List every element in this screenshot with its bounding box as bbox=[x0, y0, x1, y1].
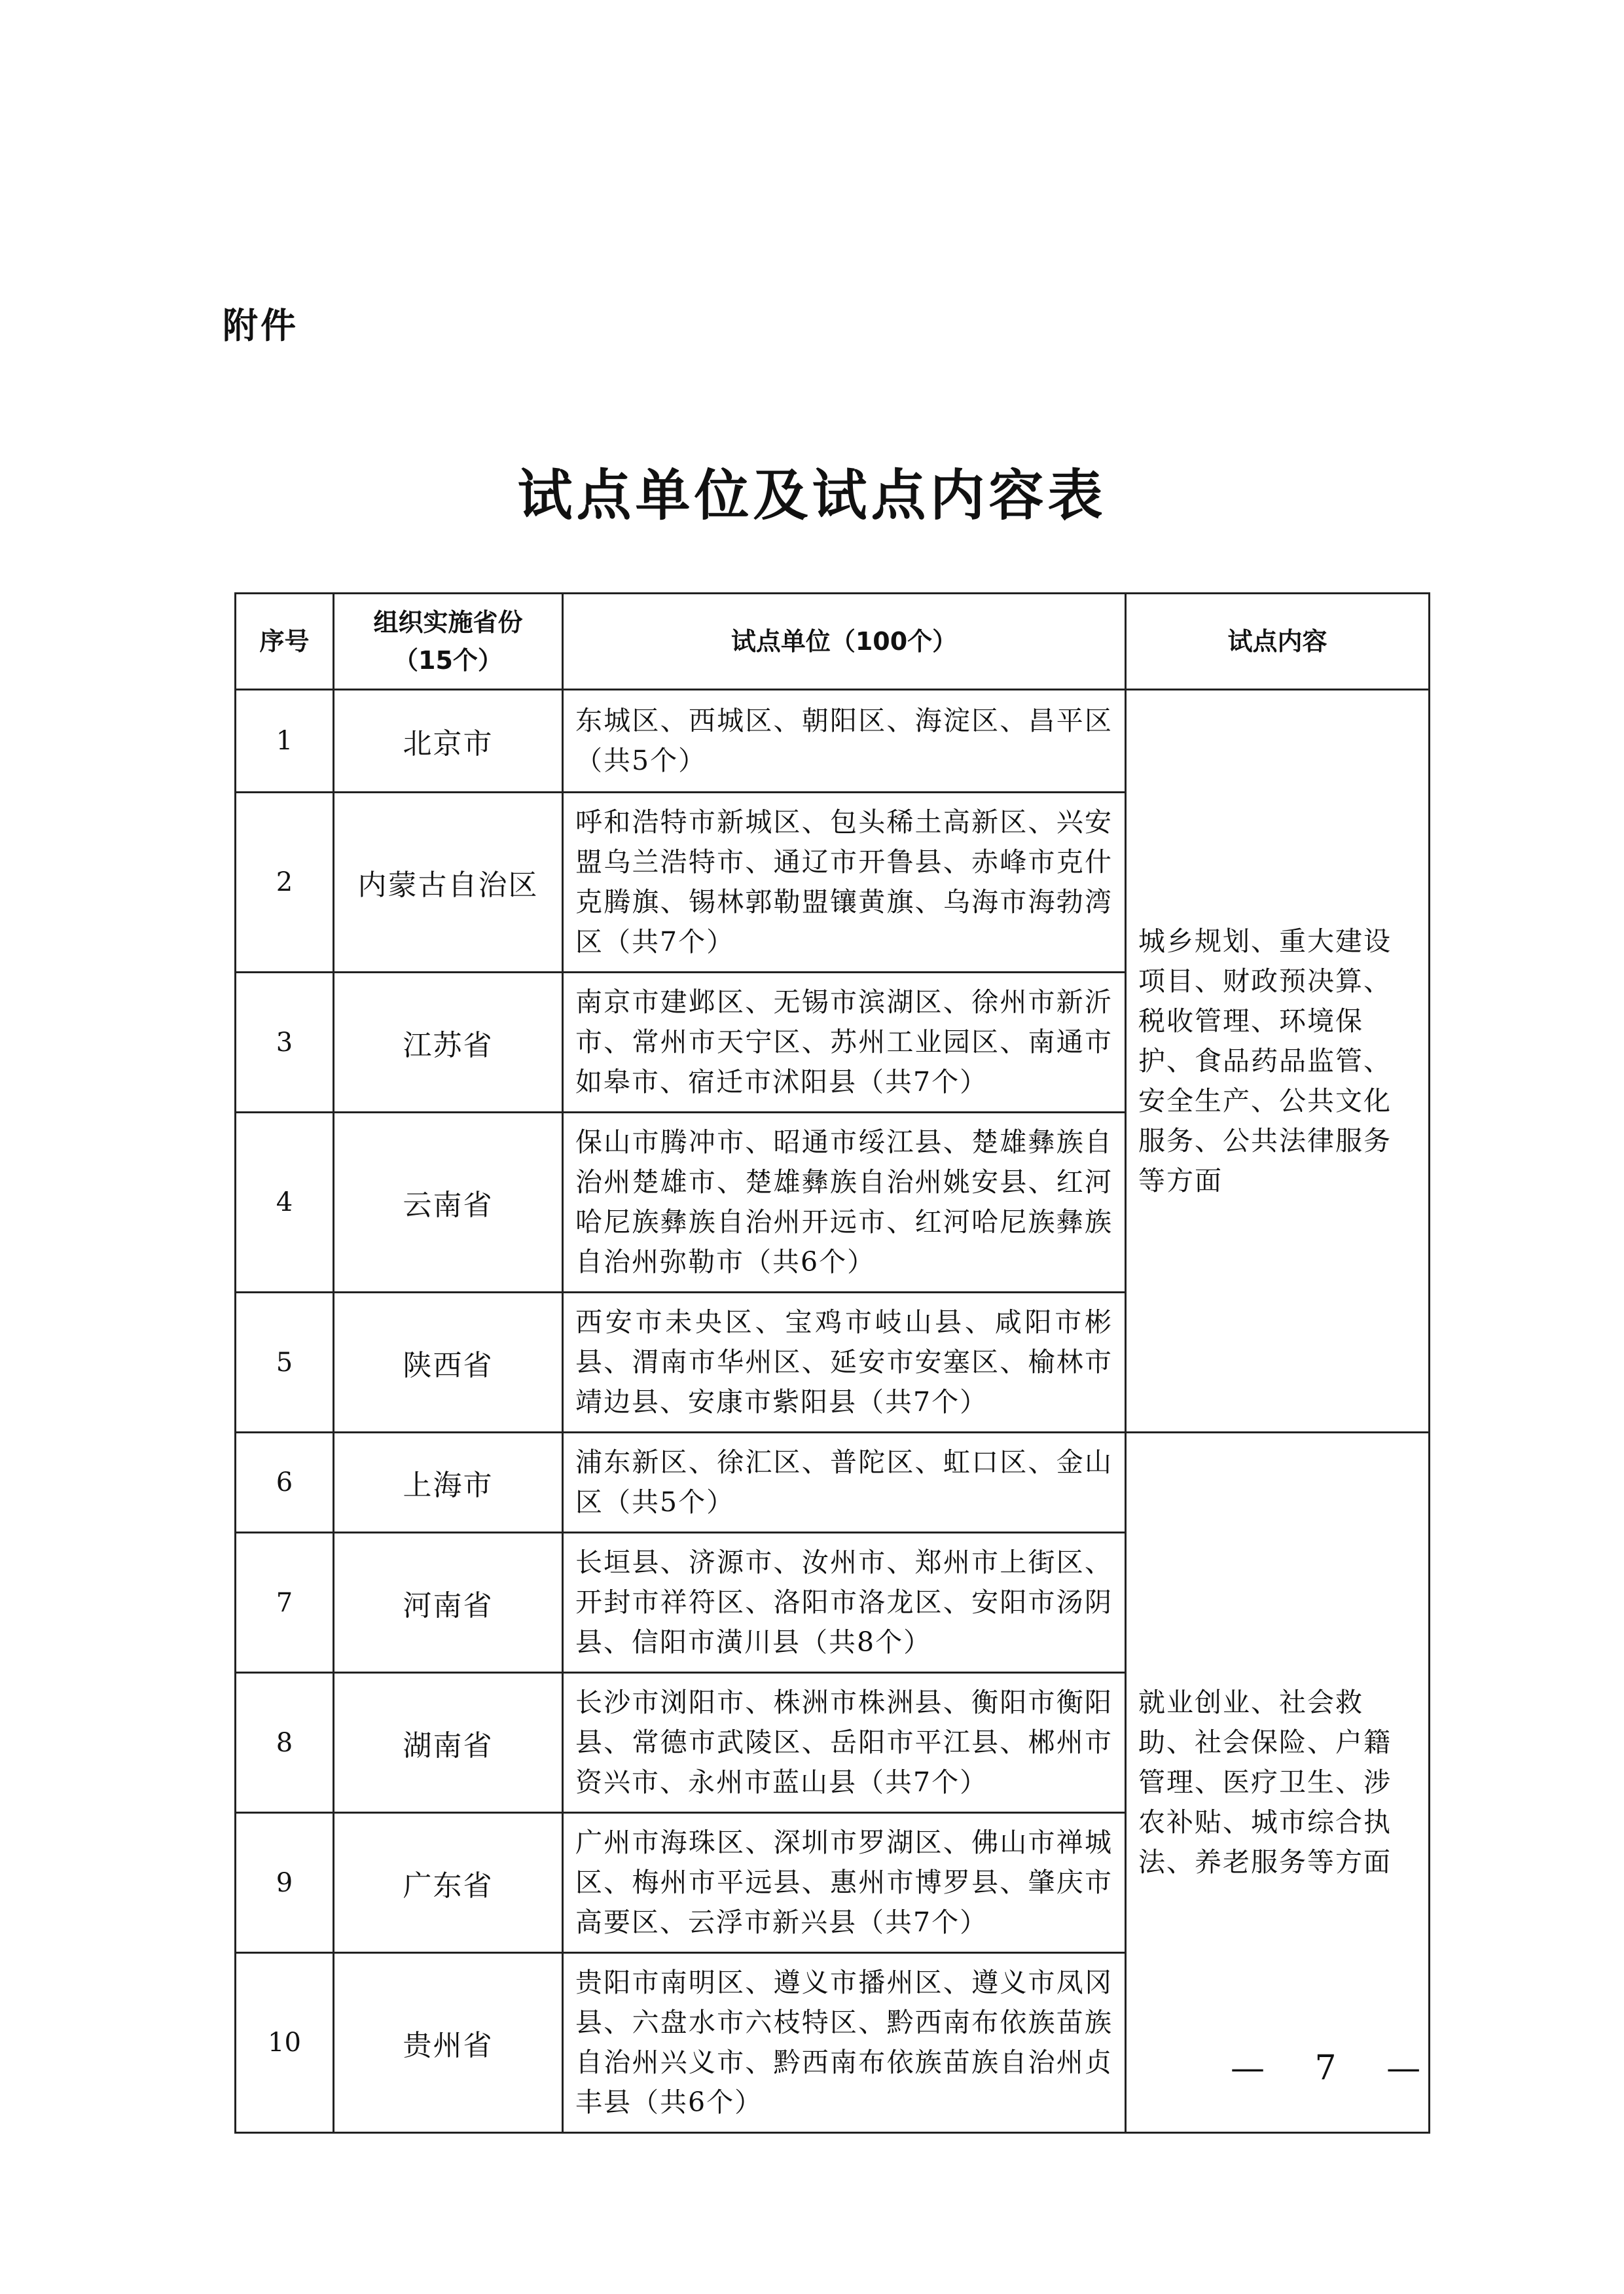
pilot-table bbox=[234, 592, 1430, 2134]
attachment-label: 附件 bbox=[223, 305, 298, 346]
row-units: 南京市建邺区、无锡市滨湖区、徐州市新沂市、常州市天宁区、苏州工业园区、南通市如皋市、宿迁市沭阳县（共7个） bbox=[563, 973, 1126, 1113]
row-province: 广东省 bbox=[334, 1813, 563, 1953]
content-group-2: 就业创业、社会救助、社会保险、户籍管理、医疗卫生、涉农补贴、城市综合执法、养老服务等方面 bbox=[1126, 1433, 1430, 2133]
header-province: 组织实施省份 （15个） bbox=[334, 594, 563, 690]
row-index: 2 bbox=[236, 793, 334, 973]
row-index: 9 bbox=[236, 1813, 334, 1953]
row-units: 贵阳市南明区、遵义市播州区、遵义市凤冈县、六盘水市六枝特区、黔西南布依族苗族自治州兴义市、黔西南布依族苗族自治州贞丰县（共6个） bbox=[563, 1953, 1126, 2133]
row-units: 保山市腾冲市、昭通市绥江县、楚雄彝族自治州楚雄市、楚雄彝族自治州姚安县、红河哈尼族彝族自治州开远市、红河哈尼族彝族自治州弥勒市（共6个） bbox=[563, 1113, 1126, 1293]
row-index: 1 bbox=[236, 690, 334, 793]
row-units: 浦东新区、徐汇区、普陀区、虹口区、金山区（共5个） bbox=[563, 1433, 1126, 1533]
table-row bbox=[236, 1433, 1430, 1533]
row-province: 江苏省 bbox=[334, 973, 563, 1113]
row-index: 6 bbox=[236, 1433, 334, 1533]
document-title: 试点单位及试点内容表 bbox=[517, 463, 1107, 528]
row-province: 北京市 bbox=[334, 690, 563, 793]
row-index: 3 bbox=[236, 973, 334, 1113]
row-index: 4 bbox=[236, 1113, 334, 1293]
header-index: 序号 bbox=[236, 594, 334, 690]
content-group-1: 城乡规划、重大建设项目、财政预决算、税收管理、环境保护、食品药品监管、安全生产、公共文化服务、公共法律服务等方面 bbox=[1126, 690, 1430, 1433]
row-units: 长垣县、济源市、汝州市、郑州市上街区、开封市祥符区、洛阳市洛龙区、安阳市汤阴县、信阳市潢川县（共8个） bbox=[563, 1533, 1126, 1673]
row-units: 西安市未央区、宝鸡市岐山县、咸阳市彬县、渭南市华州区、延安市安塞区、榆林市靖边县、安康市紫阳县（共7个） bbox=[563, 1293, 1126, 1433]
page-number: — 7 — bbox=[1231, 2049, 1441, 2088]
header-content: 试点内容 bbox=[1126, 594, 1430, 690]
table-header-row bbox=[236, 594, 1430, 690]
row-units: 广州市海珠区、深圳市罗湖区、佛山市禅城区、梅州市平远县、惠州市博罗县、肇庆市高要区、云浮市新兴县（共7个） bbox=[563, 1813, 1126, 1953]
row-province: 河南省 bbox=[334, 1533, 563, 1673]
row-index: 5 bbox=[236, 1293, 334, 1433]
row-units: 长沙市浏阳市、株洲市株洲县、衡阳市衡阳县、常德市武陵区、岳阳市平江县、郴州市资兴市、永州市蓝山县（共7个） bbox=[563, 1673, 1126, 1813]
row-province: 贵州省 bbox=[334, 1953, 563, 2133]
header-units: 试点单位（100个） bbox=[563, 594, 1126, 690]
row-province: 湖南省 bbox=[334, 1673, 563, 1813]
table-row bbox=[236, 690, 1430, 793]
row-units: 呼和浩特市新城区、包头稀土高新区、兴安盟乌兰浩特市、通辽市开鲁县、赤峰市克什克腾旗、锡林郭勒盟镶黄旗、乌海市海勃湾区（共7个） bbox=[563, 793, 1126, 973]
row-province: 云南省 bbox=[334, 1113, 563, 1293]
row-index: 7 bbox=[236, 1533, 334, 1673]
row-index: 8 bbox=[236, 1673, 334, 1813]
row-province: 陕西省 bbox=[334, 1293, 563, 1433]
row-province: 上海市 bbox=[334, 1433, 563, 1533]
row-province: 内蒙古自治区 bbox=[334, 793, 563, 973]
row-index: 10 bbox=[236, 1953, 334, 2133]
row-units: 东城区、西城区、朝阳区、海淀区、昌平区（共5个） bbox=[563, 690, 1126, 793]
